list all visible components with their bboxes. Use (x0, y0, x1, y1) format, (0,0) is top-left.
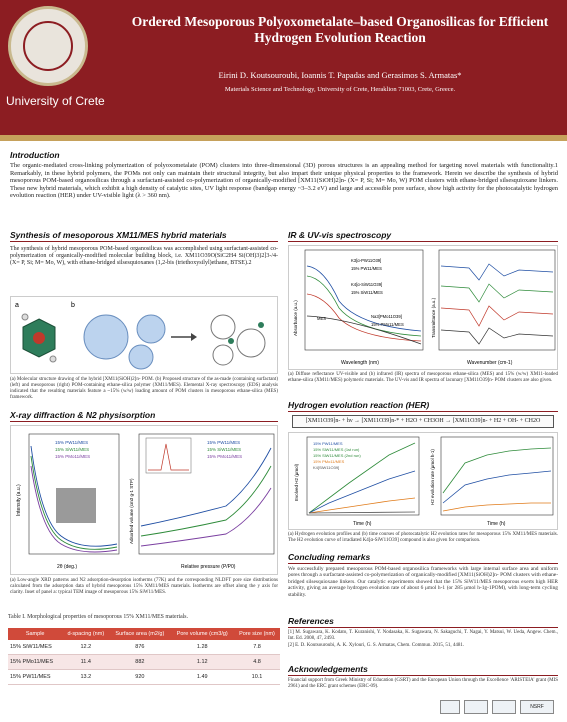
xrd-ylabel: Intensity (a.u.) (16, 484, 22, 516)
concluding-text: We successfully prepared mesoporous POM-based organosilica frameworks with large internal surface area and uniform pores through a surfactant-assisted co-polymerization of organically-modified [XM11(SiOH)2]n- POM clusters with ethane-bridged silsesquioxane linkers. Our catalytic experiments showed that the 15% SiW11/MES mesoporous exerts high HER activity, giving an average hydrogen evolution rate of about 6 μmol h-1 (or 285 μmol h-1g-1POM), with long-term cycling stability. (288, 566, 558, 598)
physisorption-xlabel: Relative pressure (P/P0) (181, 564, 236, 570)
eu-flag-icon (440, 700, 460, 714)
svg-text:MES: MES (317, 316, 327, 321)
micelle-structure-icon (84, 315, 165, 369)
affiliation: Materials Science and Technology, University of Crete, Heraklion 71003, Crete, Greece. (224, 86, 456, 93)
synthesis-figure (10, 296, 278, 374)
her-ylabel-b: H2 evolution rate (μmol h-1) (430, 449, 435, 505)
svg-text:15% PW11/MES: 15% PW11/MES (351, 266, 382, 271)
svg-text:15% SiW11/MES (1st run): 15% SiW11/MES (1st run) (313, 447, 360, 452)
table-header: Sample (8, 628, 62, 640)
svg-text:15% PW11/MES: 15% PW11/MES (207, 440, 241, 445)
ack-text: Financial support from Greek Ministry of Education (GSRT) and the European Union through the Excellence 'ARISTEIA' grant (MIS 2961) and the ERC grant schemes (ERC-09). (288, 678, 558, 689)
references-heading: References (288, 616, 334, 626)
svg-text:15% PW11/MES: 15% PW11/MES (313, 441, 343, 446)
tem-image-inset (56, 488, 96, 523)
xrd-figure (10, 425, 278, 575)
pom-cluster-icon (22, 314, 56, 362)
her-equation: [XM11O39]n- + hν → [XM11O39]n-* + H2O + CH3OH → [XM11O39]n- + H2 + OH- + CH2O (292, 415, 554, 428)
her-ylabel-a: Evolved H2 (μmol) (294, 463, 299, 501)
ir-ylabel: Transmittance (a.u.) (431, 297, 436, 338)
university-name: University of Crete (6, 94, 105, 108)
poster-title: Ordered Mesoporous Polyoxometalate–based Organosilicas for Efficient Hydrogen Evolution Reaction (131, 14, 549, 45)
uvvis-ylabel: Absorbance (a.u.) (293, 300, 298, 336)
nsrf-logo: NSRF (520, 700, 554, 714)
table-row: 15% PW11/MES 13.2 920 1.49 10.1 (8, 670, 280, 685)
irspec-caption: (a) Diffuse reflectance UV-visible and (b) infrared (IR) spectra of mesoporous ethane-silica (MES) and 15% (w/w) XM11-loaded ethane-silica (XM11/MES) polymeric materials. The UV-vis and IR spectra of lacunary [XM11O39]n- POM clusters are also given. (288, 372, 558, 383)
panel-b-label: b (71, 302, 75, 309)
header-band (0, 135, 567, 141)
table-header: Surface area (m2/g) (109, 628, 170, 640)
reference-item: [1] M. Sugawara, K. Kodato, T. Kuranishi, Y. Nodasaka, K. Sugawara, N. Sakaguchi, T. Nagai, Y. Matsui, W. Ueda, Angew. Chem., Int. Ed. 2008, 47, 2493. (288, 630, 558, 641)
uvvis-xlabel: Wavelength (nm) (341, 360, 379, 366)
concluding-heading: Concluding remarks (288, 552, 371, 562)
ack-heading: Acknowledgements (288, 664, 368, 674)
ministry-logo-icon (464, 700, 488, 714)
xrd-xlabel: 2θ (deg.) (57, 564, 78, 570)
her-figure (288, 432, 558, 530)
table-header: Pore volume (cm3/g) (170, 628, 234, 640)
mesoporous-network-icon (211, 315, 265, 365)
synthesis-caption: (a) Molecular structure drawing of the hybrid [XM11(SiOH)2]n- POM. (b) Proposed structure of the as-made (containing surfactant) (left) and mesoporous (right) POM-containing ethane-silica polymer (XM11/MES). Elemental X-ray spectroscopy (EDS) analysis indicated that the resulting materials feature a ~15% (w/w) loading amount of POM clusters in mesoporous ethane-silica (MES) framework. (10, 377, 278, 400)
table-row: 15% SiW11/MES 12.2 876 1.28 7.8 (8, 640, 280, 655)
her-caption: (a) Hydrogen evolution profiles and (b) time courses of photocatalytic H2 evolution rates for mesoporous 15% XM11/MES materials. The H2 evolution curve of irradiated K4[α-SiW11O39] compound is also given for comparison. (288, 532, 558, 543)
intro-text: The organic-mediated cross-linking polymerization of polyoxometalate (POM) clusters into three-dimensional (3D) porous structures is an appealing method for targeting novel materials with functionality.1 Remarkably, in these hybrid polymers, the POMs not only can maintain their structural integrity, but also impart their unique physical properties to the framework. Herein we describe the synthesis of hybrid mesoporous POM-based organosilicas through a surfactant-assisted co-polymerization of organically-modified [XM11(SiOH)2]n- (X= P, Si; M= Mo, W) POM clusters with ethane-bridged silsesquioxane linkers. These new hybrid materials, which exhibit a high density of catalytic sites, UV light response (bandgap energy ~3–3.2 eV) and large and accessible pore surface, show high activity for the photocatalytic hydrogen evolution reaction (HER) under UV-visible light (λ > 360 nm). (10, 162, 558, 200)
svg-text:15% SiW11/MES: 15% SiW11/MES (207, 447, 242, 452)
reference-item: [2] E. D. Koutsouroubi, A. K. Xylouri, G. S. Armatas, Chem. Commun. 2015, 51, 4481. (288, 643, 465, 648)
svg-text:15% PMo11/MES: 15% PMo11/MES (55, 454, 91, 459)
physisorption-ylabel: Adsorbed volume (cm3 g-1 STP) (129, 478, 134, 544)
svg-text:K4[α-SiW11O39]: K4[α-SiW11O39] (351, 282, 383, 287)
svg-text:15% SiW11/MES (2nd run): 15% SiW11/MES (2nd run) (313, 453, 361, 458)
panel-a-label: a (15, 302, 19, 309)
irspec-heading: IR & UV-vis spectroscopy (288, 230, 392, 240)
ir-xlabel: Wavenumber (cm-1) (467, 360, 513, 366)
svg-text:15% PW11/MES: 15% PW11/MES (55, 440, 89, 445)
irspec-figure (288, 245, 558, 370)
svg-text:15% SiW11/MES: 15% SiW11/MES (351, 290, 383, 295)
poster-header (0, 0, 567, 135)
svg-text:15% PMo11/MES: 15% PMo11/MES (207, 454, 243, 459)
table-header: Pore size (nm) (234, 628, 280, 640)
xrd-caption: (a) Low-angle XRD patterns and N2 adsorption-desorption isotherms (77K) and the corresponding NLDFT pore size distributions calculated from the adsorption data of hybrid mesoporous 15% XM11/MES materials. Isotherms are offset along the y axis for clarity. Inset of panel a: typical TEM image of mesoporous 15% SiW11/MES. (10, 578, 278, 595)
her-xlabel-b: Time (h) (487, 521, 506, 527)
svg-text:15% PMo11/MES: 15% PMo11/MES (313, 459, 345, 464)
synthesis-heading: Synthesis of mesoporous XM11/MES hybrid materials (10, 230, 227, 240)
table-caption: Table I. Morphological properties of mesoporous 15% XM11/MES materials. (8, 614, 189, 620)
svg-text:K4[SiW11O39]: K4[SiW11O39] (313, 465, 340, 470)
table-row: 15% PMo11/MES 11.4 882 1.12 4.8 (8, 655, 280, 670)
table-header: d-spacing (nm) (62, 628, 109, 640)
erc-logo-icon (492, 700, 516, 714)
svg-text:15% SiW11/MES: 15% SiW11/MES (55, 447, 90, 452)
svg-text:15% PMo11/MES: 15% PMo11/MES (371, 322, 404, 327)
intro-heading: Introduction (10, 150, 60, 160)
svg-text:K3[α-PW11O39]: K3[α-PW11O39] (351, 258, 382, 263)
svg-text:Na3[PMo11O39]: Na3[PMo11O39] (371, 314, 402, 319)
xrd-heading: X-ray diffraction & N2 physisorption (10, 410, 156, 420)
her-heading: Hydrogen evolution reaction (HER) (288, 400, 430, 410)
university-seal-icon (8, 6, 88, 86)
properties-table (8, 628, 280, 685)
synthesis-text: The synthesis of hybrid mesoporous POM-based organosilicas was accomplished using surfactant-assisted co-polymerization of organically-modified molecular building block, i.e. XM11O39O(SiC2H4 Si(OH)3)2]3-/4- (X= P, Si; M= Mo, W), with ethane-bridged silsesquioxanes (1,2-bis (triethoxysilyl)ethane, BTSE).2 (10, 246, 278, 266)
her-xlabel-a: Time (h) (353, 521, 372, 527)
authors: Eirini D. Koutsouroubi, Ioannis T. Papadas and Gerasimos S. Armatas* (218, 70, 462, 80)
